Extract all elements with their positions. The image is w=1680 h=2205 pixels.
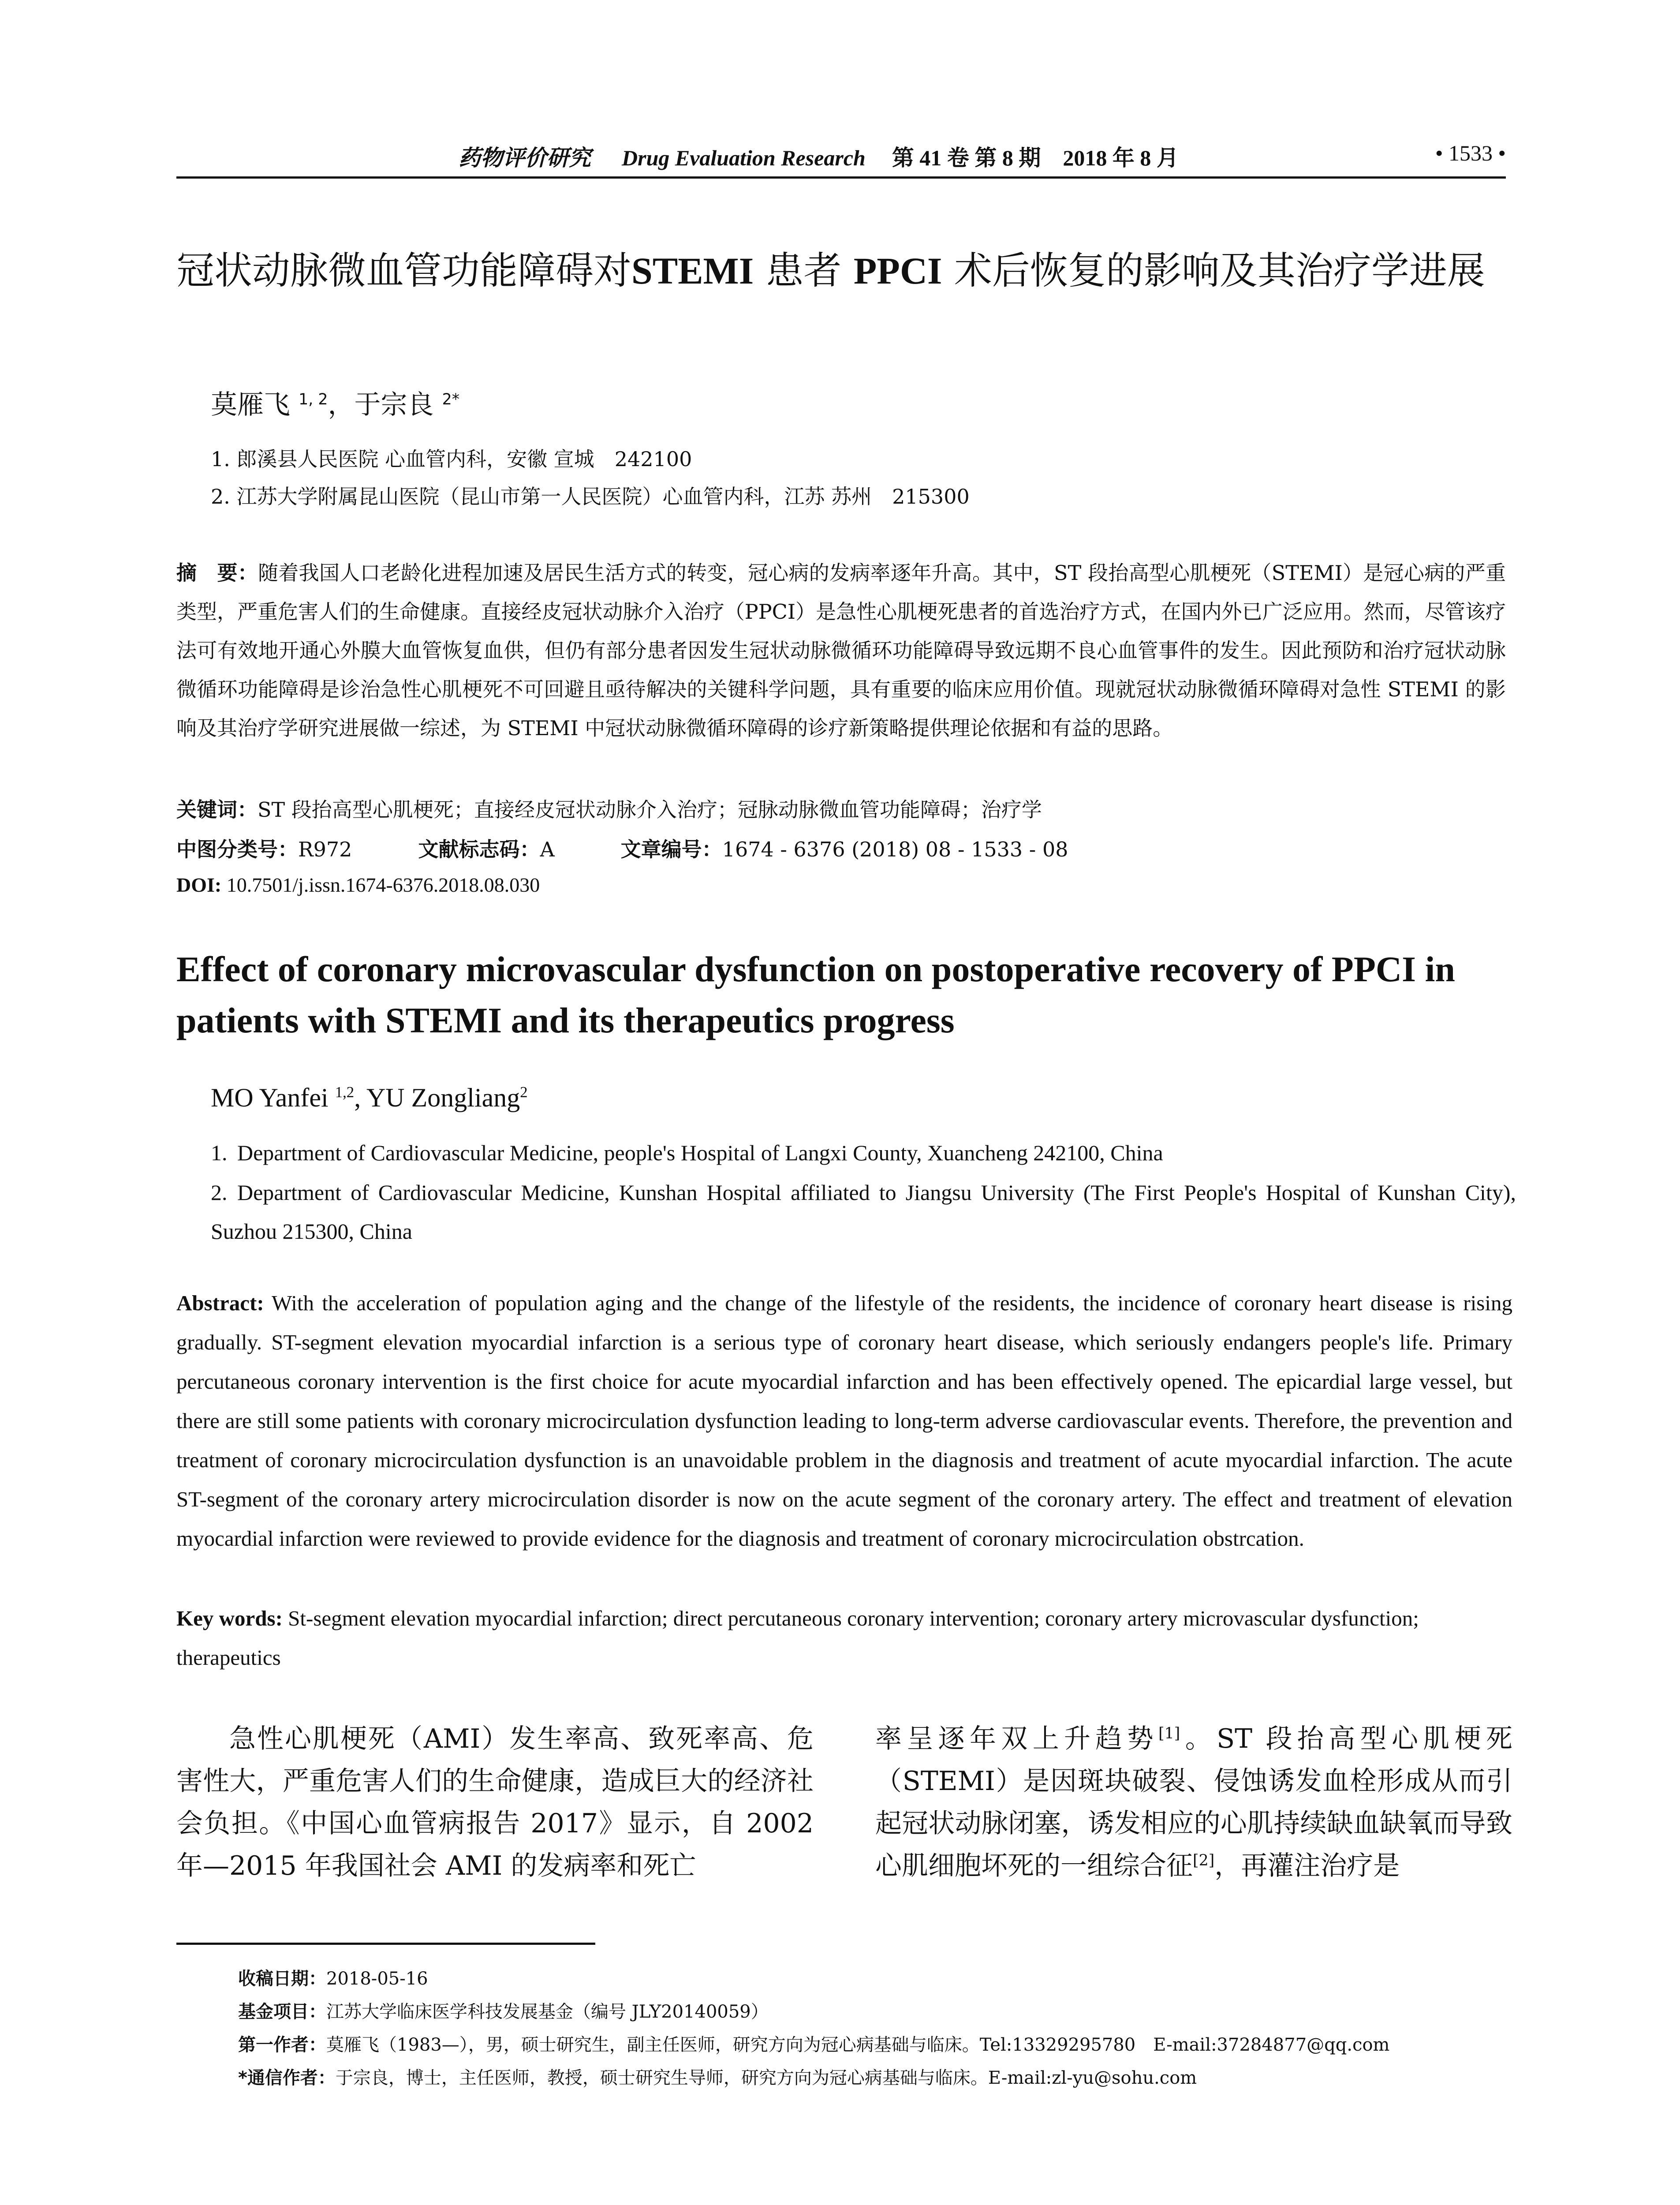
header-rule (176, 176, 1506, 179)
affiliation-en-2-number: 2. (211, 1180, 228, 1205)
keywords-en (176, 1599, 1512, 1677)
clc-value: R972 (298, 837, 352, 861)
affiliation-en-2-text: Department of Cardiovascular Medicine, Kunshan Hospital affiliated to Jiangsu University (The First People's Hospital of Kunshan City), Suzhou 215300, China (211, 1180, 1516, 1244)
keywords-cn (176, 794, 1042, 823)
author-1-en: MO Yanfei (211, 1083, 335, 1112)
article-title-en: Effect of coronary microvascular dysfunction on postoperative recovery of PPCI in patients with STEMI and its therapeutics progress (176, 949, 1455, 1040)
affiliation-en-1-number: 1. (211, 1140, 228, 1165)
abstract-cn (176, 553, 1506, 747)
abstract-cn-label: 摘 要： (176, 561, 258, 585)
author-2-en: , YU Zongliang (354, 1083, 520, 1112)
title-cn-ppci: PPCI (853, 250, 942, 292)
corresponding-text: 于宗良，博士，主任医师，教授，硕士研究生导师，研究方向为冠心病基础与临床。E-mail:zl-yu@sohu.com (335, 2068, 1197, 2088)
author-1-affil-mark: 1, 2 (299, 391, 328, 408)
body-right-text-a: 率呈逐年双上升趋势 (875, 1723, 1159, 1754)
affiliation-cn-2: 2. 江苏大学附属昆山医院（昆山市第一人民医院）心血管内科，江苏 苏州 215300 (211, 485, 970, 508)
footnote-corresponding (238, 2064, 1197, 2089)
authors-en (211, 1083, 528, 1113)
body-right-text-b: 。ST 段抬高型心肌梗死（STEMI）是因斑块破裂、侵蚀诱发血栓形成从而引起冠状动脉闭塞，诱发相应的心肌持续缺血缺氧而导致心肌细胞坏死的一组综合征 (875, 1723, 1513, 1881)
affiliation-cn-1: 1. 郎溪县人民医院 心血管内科，安徽 宣城 242100 (211, 447, 692, 471)
fund-text: 江苏大学临床医学科技发展基金（编号 JLY20140059） (326, 2002, 769, 2022)
keywords-en-text: St-segment elevation myocardial infarction; direct percutaneous coronary intervention; coronary artery microvascular dysfunction; therapeutics (176, 1606, 1419, 1670)
abstract-en-text: With the acceleration of population aging and the change of the lifestyle of the residents, the incidence of coronary heart disease is rising gradually. ST-segment elevation myocardial infarction is a serious type of coronary heart disease, which seriously endangers people's life. Primary percutaneous coronary intervention is the first choice for acute myocardial infarction and has been effectively opened. The epicardial large vessel, but there are still some patients with coronary microcirculation dysfunction leading to long-term adverse cardiovascular events. Therefore, the prevention and treatment of coronary microcirculation dysfunction is an unavoidable problem in the diagnosis and treatment of acute myocardial infarction. The acute ST-segment of the coronary artery microcirculation disorder is now on the acute segment of the coronary artery. The effect and treatment of elevation myocardial infarction were reviewed to provide evidence for the diagnosis and treatment of coronary microcirculation obstrcation. (176, 1291, 1512, 1551)
author-2-cn: ，于宗良 (328, 389, 442, 420)
keywords-cn-text: ST 段抬高型心肌梗死；直接经皮冠状动脉介入治疗；冠脉动脉微血管功能障碍；治疗学 (258, 798, 1042, 822)
author-2-en-affil-mark: 2 (520, 1084, 528, 1101)
author-1-en-affil-mark: 1,2 (335, 1084, 355, 1101)
abstract-en (176, 1283, 1512, 1558)
article-title-cn (176, 245, 1512, 297)
article-id-label: 文章编号： (620, 837, 722, 861)
fund-label: 基金项目： (238, 2002, 326, 2022)
keywords-cn-label: 关键词： (176, 798, 258, 822)
journal-issue: 第 41 卷 第 8 期 2018 年 8 月 (892, 146, 1179, 170)
running-header (176, 140, 1506, 171)
body-column-right (875, 1718, 1512, 1887)
author-2-affil-mark: 2* (442, 391, 460, 408)
page-number: • 1533 • (1435, 141, 1506, 165)
title-cn-stemi: STEMI (631, 250, 754, 292)
title-cn-part1: 冠状动脉微血管功能障碍对 (176, 249, 631, 293)
first-author-text: 莫雁飞（1983—），男，硕士研究生，副主任医师，研究方向为冠心病基础与临床。Tel:13329295780 E-mail:37284877@qq.com (326, 2035, 1390, 2055)
article-id-value: 1674 - 6376 (2018) 08 - 1533 - 08 (722, 837, 1068, 861)
keywords-en-label: Key words: (176, 1606, 283, 1630)
received-label: 收稿日期： (238, 1969, 326, 1989)
body-right-text-c: ，再灌注治疗是 (1214, 1850, 1400, 1881)
clc-label: 中图分类号： (176, 837, 298, 861)
classification-line (176, 833, 1068, 863)
affiliation-en-1-text: Department of Cardiovascular Medicine, people's Hospital of Langxi County, Xuancheng 242100, China (237, 1140, 1163, 1165)
doi-value: 10.7501/j.issn.1674-6376.2018.08.030 (221, 874, 540, 896)
first-author-label: 第一作者： (238, 2035, 326, 2055)
received-date: 2018-05-16 (326, 1969, 428, 1989)
doc-code-value: A (540, 837, 555, 861)
citation-1[interactable]: [1] (1158, 1725, 1180, 1742)
doc-code-label: 文献标志码： (418, 837, 540, 861)
affiliation-en-1 (211, 1133, 1516, 1172)
title-cn-part3: 术后恢复的影响及其治疗学进展 (942, 249, 1485, 293)
citation-2[interactable]: [2] (1193, 1852, 1215, 1869)
doi-line (176, 873, 540, 897)
journal-name-en: Drug Evaluation Research (622, 146, 866, 170)
authors-cn (211, 384, 459, 422)
abstract-en-label: Abstract: (176, 1291, 264, 1315)
affiliation-en-2 (211, 1173, 1516, 1251)
footnote-fund (238, 1998, 769, 2023)
journal-name-cn: 药物评价研究 (459, 145, 591, 171)
journal-info (459, 140, 1179, 172)
title-cn-part2: 患者 (754, 249, 854, 293)
footnote-rule (176, 1943, 595, 1945)
doi-label: DOI: (176, 874, 222, 896)
author-1-cn: 莫雁飞 (211, 389, 299, 420)
body-column-left: 急性心肌梗死（AMI）发生率高、致死率高、危害性大，严重危害人们的生命健康，造成巨大的经济社会负担。《中国心血管病报告 2017》显示，自 2002 年—2015 年我国社会 AMI 的发病率和死亡 (176, 1723, 814, 1881)
footnote-first-author (238, 2031, 1389, 2056)
footnote-received (238, 1965, 428, 1990)
abstract-cn-text: 随着我国人口老龄化进程加速及居民生活方式的转变，冠心病的发病率逐年升高。其中，ST 段抬高型心肌梗死（STEMI）是冠心病的严重类型，严重危害人们的生命健康。直接经皮冠状动脉介入治疗（PPCI）是急性心肌梗死患者的首选治疗方式，在国内外已广泛应用。然而，尽管该疗法可有效地开通心外膜大血管恢复血供，但仍有部分患者因发生冠状动脉微循环功能障碍导致远期不良心血管事件的发生。因此预防和治疗冠状动脉微循环功能障碍是诊治急性心肌梗死不可回避且亟待解决的关键科学问题，具有重要的临床应用价值。现就冠状动脉微循环障碍对急性 STEMI 的影响及其治疗学研究进展做一综述，为 STEMI 中冠状动脉微循环障碍的诊疗新策略提供理论依据和有益的思路。 (176, 561, 1506, 740)
corresponding-label: *通信作者： (238, 2068, 336, 2088)
